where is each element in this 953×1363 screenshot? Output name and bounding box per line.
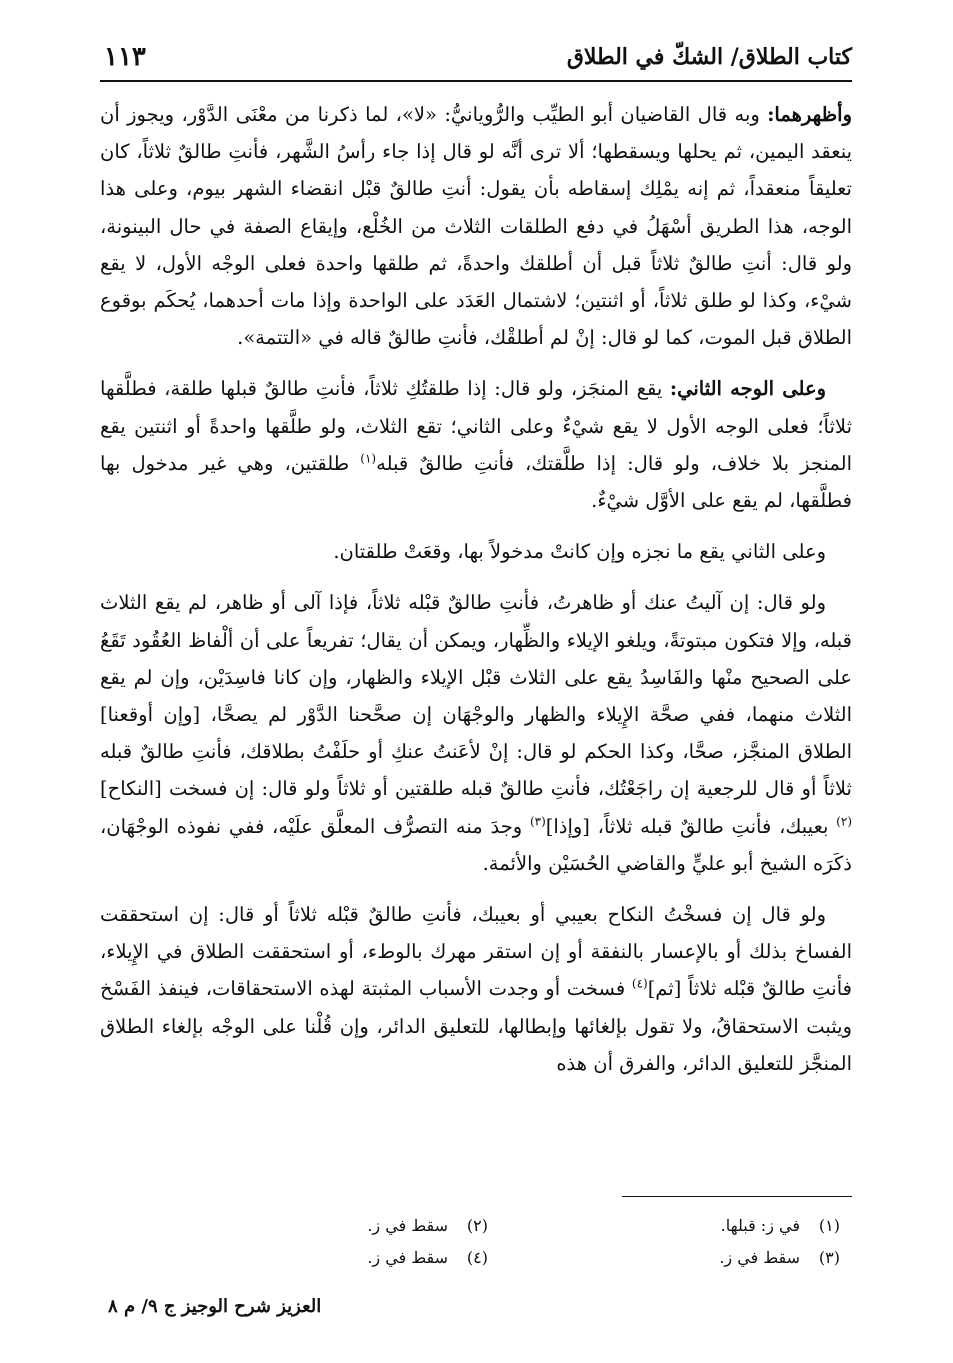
body-text <box>100 96 852 1096</box>
paragraph-text: طلقتين، وهي غير مدخول بها فطلَّقها، لم يقع على الأوَّل شيْءٌ. <box>100 451 852 513</box>
paragraph-2 <box>100 370 852 519</box>
footnote-divider <box>622 1196 852 1197</box>
page-number: ١١٣ <box>104 42 146 72</box>
footnote-marker[interactable]: (٤) <box>631 976 648 991</box>
paragraph-text: وبه قال القاضيان أبو الطيِّب والرُّويانيُّ: «لا»، لما ذكرنا من معْنَى الدَّوْر، ويجوز أن ينعقد اليمين، ثم يحلها ويسقطها؛ ألا ترى أنَّه لو قال إذا جاء رأسُ الشَّهر، فأنتِ طالقٌ ثلاثاً، كان تعليقاً منعقداً، ثم إنه يمْلِك إسقاطه بأن يقول: أنتِ طالقٌ قبْل انقضاء الشهر بيوم، وعلى هذا الوجه، هذا الطريق أسْهَلُ في دفع الطلقات الثلاث من الخُلْع، وإيقاع الصفة في حال البينونة، ولو قال: أنتِ طالقٌ ثلاثاً قبل أن أطلقك واحدةً، ثم طلقها واحدة فعلى الوجْه الأول، لا يقع شيْء، وكذا لو طلق ثلاثاً، أو اثنتين؛ لاشتمال العَدَد على الواحدة وإذا مات أحدهما، يُحكَم بوقوع الطلاق قبل الموت، كما لو قال: إنْ لم أطلقْك، فأنتِ طالقٌ قاله في «التتمة». <box>100 103 852 350</box>
footnote-row <box>100 1242 852 1274</box>
paragraph-text: ولو قال إن فسخْتُ النكاح بعيبي أو بعيبك، فأنتِ طالقٌ قبْله ثلاثاً أو قال: إن استحققت الفساخ بذلك أو بالإعسار بالنفقة أو إن استقر مهرك بالوطء، أو استحققت الطلاق في الإِيلاء، فأنتِ طالقٌ قبْله ثلاثاً [ثم] <box>100 903 852 1001</box>
footnote-marker[interactable]: (١) <box>360 451 377 466</box>
footnote-text: سقط في ز. <box>367 1248 448 1267</box>
paragraph-lead: وأظهرهما: <box>767 103 852 126</box>
running-title: كتاب الطلاق/ الشكّ في الطلاق <box>566 44 852 70</box>
paragraph-1 <box>100 96 852 356</box>
paragraph-4 <box>100 584 852 882</box>
paragraph-text: وعلى الثاني يقع ما نجزه وإن كانتْ مدخولاً بها، وقعَتْ طلقتان. <box>333 540 826 564</box>
footnote-1 <box>500 1210 852 1242</box>
footnote-2 <box>148 1210 500 1242</box>
paragraph-text: ولو قال: إن آليتُ عنك أو ظاهرتُ، فأنتِ طالقٌ قبْله ثلاثاً، فإذا آلى أو ظاهر، لم يقع الثلاث قبله، وإلا فتكون مبتوتةً، ويلغو الإيلاء والظِّهار، ويمكن أن يقال؛ تفريعاً على أن ألْفاظ العُقُود تَقَعُ على الصحيح منْها والفَاسِدُ يقع على الثلاث قبْل الإيلاء والظهار، وإن كانا فاسِدَيْن، وإن لم يقع الثلاث منهما، ففي صحَّة الإِيلاء والظهار والوجْهَان إن صحَّحنا الدَّوْر لم يصحَّا، [وإن أوقعنا] الطلاق المنجَّز، صحَّا، وكذا الحكم لو قال: إنْ لأعَنتُ عنكِ أو حلَفْتُ بطلاقك، فأنتِ طالقٌ قبله ثلاثاً أو قال للرجعية إن راجَعْتُك، فأنتِ طالقٌ قبله طلقتين أو ثلاثاً ولو قال: إن فسخت [النكاح] <box>100 591 852 801</box>
footnote-marker[interactable]: (٢) <box>836 814 852 829</box>
paragraph-text: بعيبك، فأنتِ طالقٌ قبله ثلاثاً، [وإذا] <box>545 814 837 838</box>
paragraph-text: وجدَ منه التصرُّف المعلَّق علَيْه، ففي نفوذه الوجْهَان، ذكَرَه الشيخ أبو عليٍّ والقاضي الحُسَيْن والأئمة. <box>100 814 852 875</box>
paragraph-lead: وعلى الوجه الثاني: <box>669 377 826 401</box>
footnote-number: (٤) <box>466 1248 488 1267</box>
footnote-number: (٣) <box>818 1248 840 1267</box>
footnotes <box>100 1210 852 1274</box>
footnote-3 <box>500 1242 852 1274</box>
book-signature: العزيز شرح الوجيز ج ٩/ م ٨ <box>108 1296 322 1317</box>
footnote-4 <box>148 1242 500 1274</box>
footnote-number: (١) <box>818 1216 840 1235</box>
document-page <box>100 30 852 1330</box>
paragraph-3 <box>100 533 852 570</box>
paragraph-text: يقع المنجَز، ولو قال: إذا طلقتُكِ ثلاثاً، فأنتِ طالقٌ قبلها طلقة، فطلَّقها ثلاثاً؛ فعلى الوجه الأول لا يقع شيْءٌ وعلى الثاني؛ تقع الثلاث، ولو طلَّقها واحدةً أو اثنتين يقع المنجز بلا خلاف، ولو قال: إذا طلَّقتك، فأنتِ طالقٌ قبله <box>100 377 852 475</box>
footnote-number: (٢) <box>466 1216 488 1235</box>
paragraph-5 <box>100 896 852 1082</box>
footnote-row <box>100 1210 852 1242</box>
paragraph-text: فسخت أو وجدت الأسباب المثبتة لهذه الاستحقاقات، فينفذ الفَسْخ ويثبت الاستحقاقُ، ولا تقول بإلغائها وإبطالها، للتعليق الدائر، وإن قُلْنا على الوجْه بإلغاء الطلاق المنجَّز للتعليق الدائر، والفرق أن هذه <box>100 977 852 1075</box>
page-header <box>100 40 852 82</box>
footnote-text: سقط في ز. <box>719 1248 800 1267</box>
footnote-marker[interactable]: (٣) <box>529 814 546 829</box>
footnote-text: في ز: قبلها. <box>720 1216 800 1235</box>
footnote-text: سقط في ز. <box>367 1216 448 1235</box>
